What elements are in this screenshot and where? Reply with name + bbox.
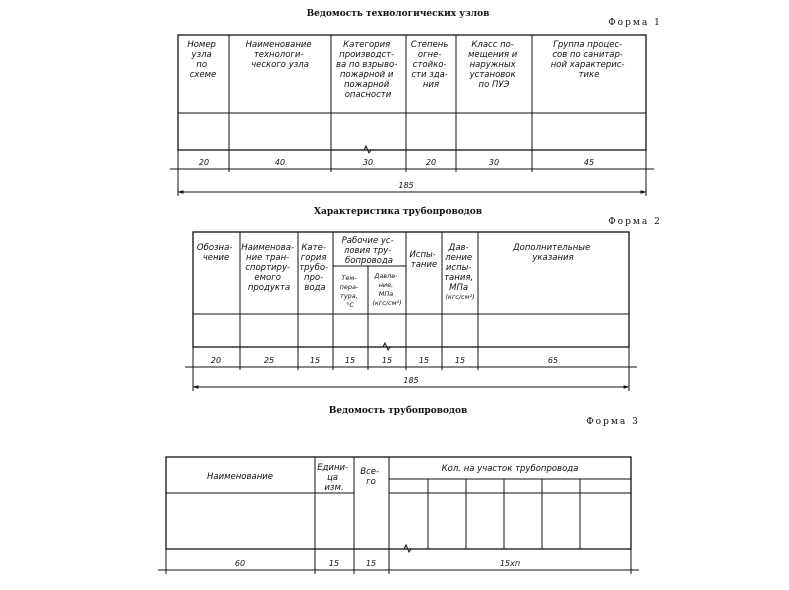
form-3-headers [207, 463, 578, 493]
form-3-dim-1: 60 [234, 559, 246, 568]
form-1-col-2: Наименование технологи- ческого узла [245, 40, 312, 70]
form-2-headers [197, 236, 593, 309]
form-1-dim-3: 30 [362, 158, 374, 167]
form-2-dim-4: 15 [344, 356, 356, 365]
form-1-headers [187, 40, 627, 100]
form-2-col-testing: Испы- тание [409, 250, 438, 270]
form-2-pressure: Давле- ние, МПа (кгс/см²) [372, 272, 402, 307]
form-3-label: Форма 3 [586, 417, 640, 427]
form-3-col-unit: Едини- ца изм. [317, 463, 349, 493]
form-2-dimensions [185, 347, 637, 391]
form-3-title: Ведомость трубопроводов [328, 406, 468, 416]
form-2-col-notes: Дополнительные указания [513, 243, 591, 263]
form-3-col-quantity: Кол. на участок трубопровода [441, 464, 579, 474]
form-2-col-1: Обозна- чение [196, 243, 233, 263]
form-2-dim-1: 20 [210, 356, 222, 365]
form-1-dim-6: 45 [583, 158, 595, 167]
form-2-dim-5: 15 [381, 356, 393, 365]
form-3 [158, 405, 640, 574]
form-2-dim-2: 25 [263, 356, 275, 365]
form-3-dim-3: 15 [365, 559, 377, 568]
form-2 [185, 206, 662, 391]
form-2-dim-total: 185 [403, 376, 419, 385]
form-3-col-name: Наименование [206, 472, 274, 482]
form-1-dim-1: 20 [198, 158, 210, 167]
form-1-col-6: Группа процес- сов по санитар- ной характерис- тике [550, 40, 625, 80]
form-2-col-2: Наименова- ние тран- спортиру- емого продукта [241, 243, 295, 293]
form-3-dimensions [158, 549, 639, 574]
form-3-col-total: Все- го [360, 467, 380, 487]
form-2-title: Характеристика трубопроводов [314, 207, 482, 217]
form-1-dim-5: 30 [488, 158, 500, 167]
form-2-col-3: Кате- гория трубо- про- вода [299, 243, 329, 293]
form-1-label: Форма 1 [608, 18, 662, 28]
form-1-col-1: Номер узла по схеме [187, 40, 217, 80]
form-2-dim-8: 65 [547, 356, 559, 365]
form-2-dim-6: 15 [418, 356, 430, 365]
form-1-col-5: Класс по- мещения и наружных установок по ПУЭ [467, 40, 518, 90]
form-2-dim-3: 15 [309, 356, 321, 365]
form-1-dim-total: 185 [398, 181, 414, 190]
form-3-dim-4: 15хп [499, 559, 521, 568]
form-1-dim-2: 40 [274, 158, 286, 167]
form-1 [170, 9, 662, 196]
form-1-col-3: Категория производст- ва по взрыво- пожарной и пожарной опасности [336, 40, 398, 100]
form-1-col-4: Степень огне- стойко- сти зда- ния [410, 40, 449, 90]
form-1-dim-4: 20 [425, 158, 437, 167]
form-2-col-test-pressure: Дав- ление испы- тания, МПа (кгс/см²) [444, 243, 475, 301]
form-2-working-conditions: Рабочие ус- ловия тру- бопровода [341, 236, 394, 266]
form-1-title: Ведомость технологических узлов [306, 9, 490, 19]
form-2-label: Форма 2 [608, 217, 662, 227]
form-2-temperature: Тем- пера- тура, °С [339, 274, 359, 309]
form-2-dim-7: 15 [454, 356, 466, 365]
form-1-dimensions [170, 150, 654, 196]
form-3-dim-2: 15 [328, 559, 340, 568]
